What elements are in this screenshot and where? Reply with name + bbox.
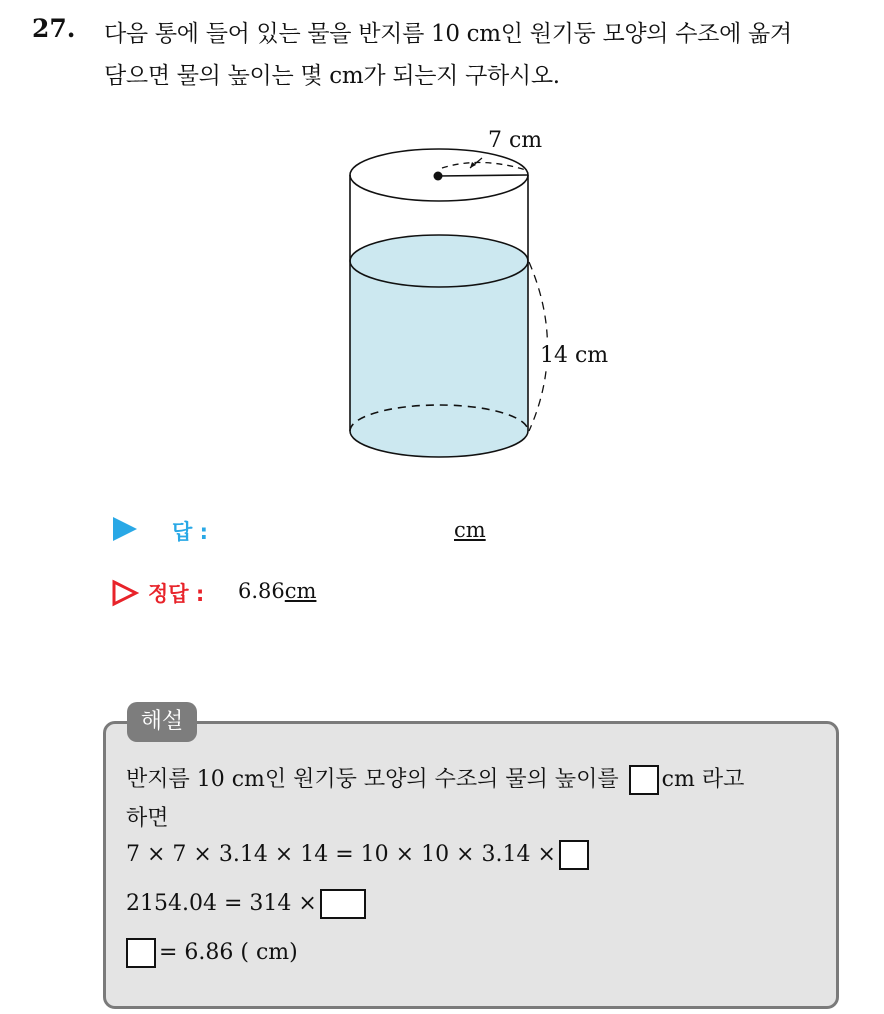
explanation-tab: 해설 xyxy=(127,702,197,742)
question-text-line-2: 담으면 물의 높이는 몇 cm가 되는지 구하시오. xyxy=(104,63,560,89)
question-text-line-1: 다음 통에 들어 있는 물을 반지름 10 cm인 원기둥 모양의 수조에 옮겨 xyxy=(104,21,792,47)
blank-box xyxy=(126,938,156,968)
correct-answer xyxy=(238,579,316,603)
radius-line xyxy=(438,175,528,176)
blank-box xyxy=(629,765,659,795)
radius-label: 7 cm xyxy=(488,128,543,153)
answer-label: 답 : xyxy=(172,520,208,544)
blank-box xyxy=(320,889,366,919)
cylinder-figure xyxy=(330,120,630,470)
equation-1-text: 7 × 7 × 3.14 × 14 = 10 × 10 × 3.14 × xyxy=(126,842,556,867)
equation-1 xyxy=(126,840,592,870)
answer-triangle-icon xyxy=(113,517,137,541)
correct-label: 정답 : xyxy=(148,582,205,606)
radius-brace xyxy=(442,162,526,170)
equation-3-text: = 6.86 ( cm) xyxy=(159,940,298,965)
explanation-line-2: 하면 xyxy=(126,806,169,831)
explanation-text-pre: 반지름 10 cm인 원기둥 모양의 수조의 물의 높이를 xyxy=(126,767,619,792)
correct-triangle-icon xyxy=(111,579,139,607)
explanation-text-post: cm 라고 xyxy=(661,767,745,792)
water-surface xyxy=(350,235,528,287)
water-body xyxy=(350,261,528,457)
equation-2 xyxy=(126,889,369,919)
explanation-line-1 xyxy=(126,762,744,795)
correct-unit: cm xyxy=(284,579,317,603)
blank-box xyxy=(559,840,589,870)
correct-value: 6.86 xyxy=(238,579,285,603)
question-number: 27. xyxy=(32,14,76,43)
height-label: 14 cm xyxy=(540,343,609,368)
equation-3 xyxy=(126,938,298,968)
equation-2-text: 2154.04 = 314 × xyxy=(126,891,317,916)
answer-unit: cm xyxy=(454,518,486,542)
